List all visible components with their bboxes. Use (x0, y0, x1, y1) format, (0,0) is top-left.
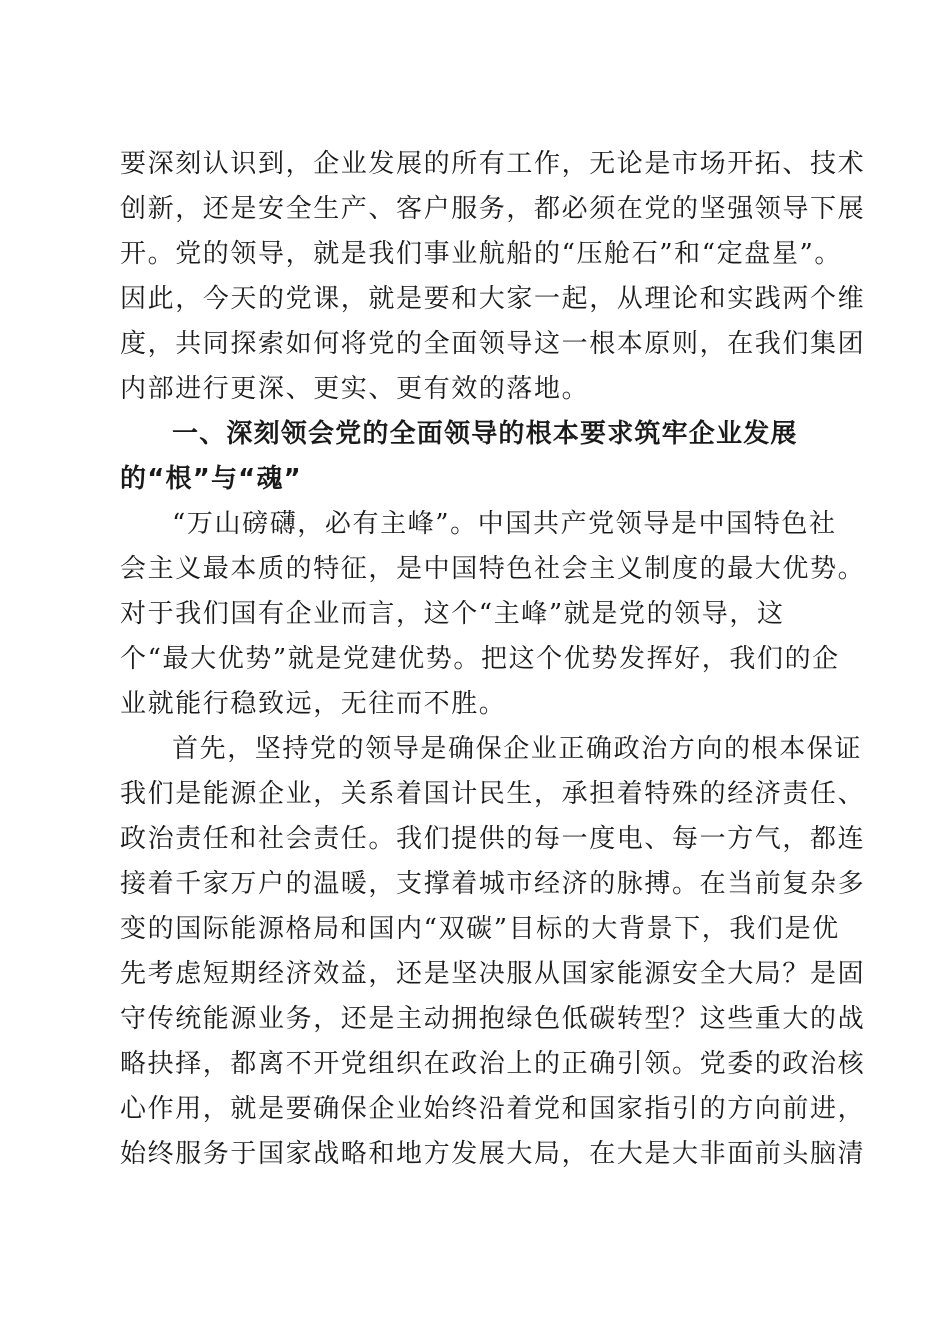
section-heading: 的“根”与“魂” (120, 464, 302, 494)
paragraph-line: 个“最大优势”就是党建优势。把这个优势发挥好，我们的企 (120, 644, 840, 674)
paragraph-line: 我们是能源企业，关系着国计民生，承担着特殊的经济责任、 (120, 779, 866, 809)
paragraph-line: 首先，坚持党的领导是确保企业正确政治方向的根本保证 (172, 734, 863, 764)
paragraph-line: 守传统能源业务，还是主动拥抱绿色低碳转型？这些重大的战 (120, 1004, 866, 1034)
paragraph-line: 开。党的领导，就是我们事业航船的“压舱石”和“定盘星”。 (120, 239, 842, 269)
paragraph-line: 度，共同探索如何将党的全面领导这一根本原则，在我们集团 (120, 329, 866, 359)
paragraph-line: 因此，今天的党课，就是要和大家一起，从理论和实践两个维 (120, 284, 866, 314)
paragraph-line: 会主义最本质的特征，是中国特色社会主义制度的最大优势。 (120, 554, 866, 584)
paragraph-line: 业就能行稳致远，无往而不胜。 (120, 689, 507, 719)
paragraph-line: 内部进行更深、更实、更有效的落地。 (120, 374, 590, 404)
paragraph-line: 政治责任和社会责任。我们提供的每一度电、每一方气，都连 (120, 824, 866, 854)
paragraph-line: 接着千家万户的温暖，支撑着城市经济的脉搏。在当前复杂多 (120, 869, 866, 899)
paragraph-line: “万山磅礴，必有主峰”。中国共产党领导是中国特色社 (172, 509, 837, 539)
paragraph-line: 创新，还是安全生产、客户服务，都必须在党的坚强领导下展 (120, 194, 866, 224)
paragraph-line: 心作用，就是要确保企业始终沿着党和国家指引的方向前进， (120, 1094, 866, 1124)
paragraph-line: 先考虑短期经济效益，还是坚决服从国家能源安全大局？是固 (120, 959, 866, 989)
section-heading: 一、深刻领会党的全面领导的根本要求筑牢企业发展 (172, 419, 798, 449)
paragraph-line: 要深刻认识到，企业发展的所有工作，无论是市场开拓、技术 (120, 149, 866, 179)
paragraph-line: 对于我们国有企业而言，这个“主峰”就是党的领导，这 (120, 599, 785, 629)
paragraph-line: 略抉择，都离不开党组织在政治上的正确引领。党委的政治核 (120, 1049, 866, 1079)
paragraph-line: 始终服务于国家战略和地方发展大局，在大是大非面前头脑清 (120, 1139, 866, 1169)
paragraph-line: 变的国际能源格局和国内“双碳”目标的大背景下，我们是优 (120, 914, 840, 944)
